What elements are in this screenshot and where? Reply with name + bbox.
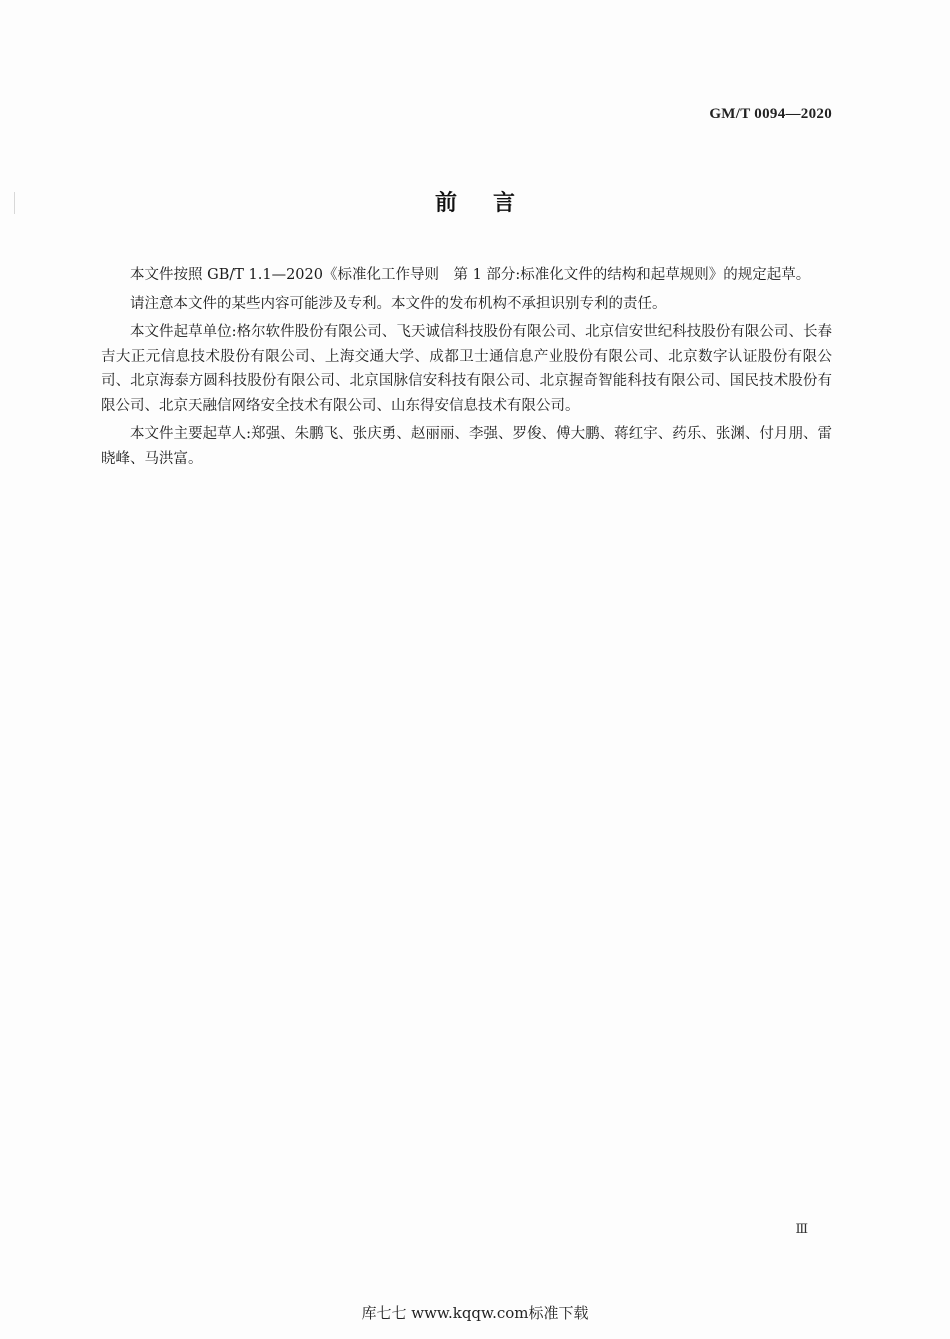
paragraph-drafting-organizations: 本文件起草单位:格尔软件股份有限公司、飞天诚信科技股份有限公司、北京信安世纪科技股份有限公司、长春吉大正元信息技术股份有限公司、上海交通大学、成都卫士通信息产业股份有限公司、北京数字认证股份有限公司、北京海泰方圆科技股份有限公司、北京国脉信安科技有限公司、北京握奇智能科技有限公司、国民技术股份有限公司、北京天融信网络安全技术有限公司、山东得安信息技术有限公司。 — [101, 324, 832, 414]
foreword-body — [101, 263, 832, 475]
section-title: 前言 — [434, 191, 551, 216]
document-code: GM/T 0094—2020 — [709, 106, 832, 122]
watermark-text: 库七七 www.kqqw.com标准下载 — [361, 1304, 589, 1322]
paragraph-drafters: 本文件主要起草人:郑强、朱鹏飞、张庆勇、赵丽丽、李强、罗俊、傅大鹏、蒋红宇、药乐、张渊、付月朋、雷晓峰、马洪富。 — [101, 426, 832, 467]
paragraph-drafting-rules: 本文件按照 GB/T 1.1—2020《标准化工作导则 第 1 部分:标准化文件的结构和起草规则》的规定起草。 — [130, 267, 811, 283]
paragraph-patent-notice: 请注意本文件的某些内容可能涉及专利。本文件的发布机构不承担识别专利的责任。 — [130, 295, 667, 312]
page-number: Ⅲ — [795, 1221, 808, 1236]
